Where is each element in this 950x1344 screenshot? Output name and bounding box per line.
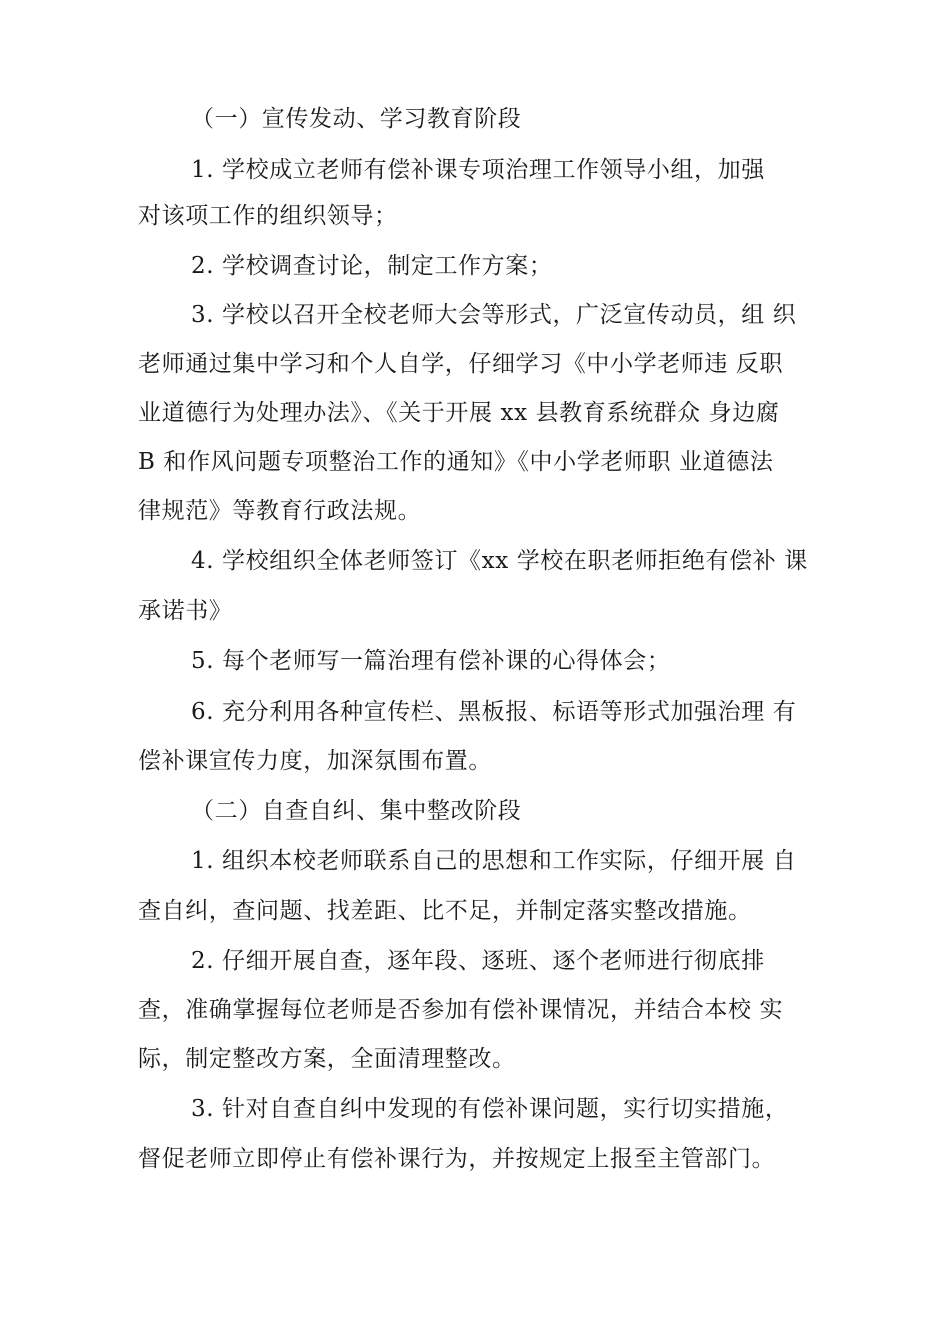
- item-2-1-line-2: 查自纠，查问题、找差距、比不足，并制定落实整改措施。: [138, 898, 752, 924]
- item-2-3-line-2: 督促老师立即停止有偿补课行为，并按规定上报至主管部门。: [138, 1146, 776, 1172]
- item-2-2-line-3: 际，制定整改方案，全面清理整改。: [138, 1046, 516, 1072]
- item-4-line-2: 承诺书》: [138, 598, 233, 624]
- item-3-line-3: 业道德行为处理办法》、《关于开展 xx 县教育系统群众 身边腐: [138, 400, 780, 426]
- section-heading-2: （二）自查自纠、集中整改阶段: [191, 798, 522, 824]
- item-2-1-line-1: 1. 组织本校老师联系自己的思想和工作实际，仔细开展 自: [191, 848, 797, 874]
- item-4-line-1: 4. 学校组织全体老师签订《xx 学校在职老师拒绝有偿补 课: [191, 548, 808, 574]
- section-heading-1: （一）宣传发动、学习教育阶段: [191, 106, 522, 132]
- item-2-3-line-1: 3. 针对自查自纠中发现的有偿补课问题，实行切实措施，: [191, 1096, 789, 1122]
- item-3-line-2: 老师通过集中学习和个人自学，仔细学习《中小学老师违 反职: [138, 351, 784, 377]
- item-2-line-1: 2. 学校调查讨论，制定工作方案；: [191, 253, 553, 279]
- item-3-line-5: 律规范》等教育行政法规。: [138, 498, 422, 524]
- item-3-line-1: 3. 学校以召开全校老师大会等形式，广泛宣传动员，组 织: [191, 302, 797, 328]
- item-2-2-line-2: 查，准确掌握每位老师是否参加有偿补课情况，并结合本校 实: [138, 997, 784, 1023]
- item-3-line-4: B 和作风问题专项整治工作的通知》《中小学老师职 业道德法: [138, 449, 774, 475]
- item-6-line-1: 6. 充分利用各种宣传栏、黑板报、标语等形式加强治理 有: [191, 699, 797, 725]
- item-1-line-1: 1. 学校成立老师有偿补课专项治理工作领导小组，加强: [191, 157, 765, 183]
- item-1-line-2: 对该项工作的组织领导；: [138, 203, 398, 229]
- item-5-line-1: 5. 每个老师写一篇治理有偿补课的心得体会；: [191, 648, 671, 674]
- item-2-2-line-1: 2. 仔细开展自查，逐年段、逐班、逐个老师进行彻底排: [191, 948, 765, 974]
- item-6-line-2: 偿补课宣传力度，加深氛围布置。: [138, 748, 492, 774]
